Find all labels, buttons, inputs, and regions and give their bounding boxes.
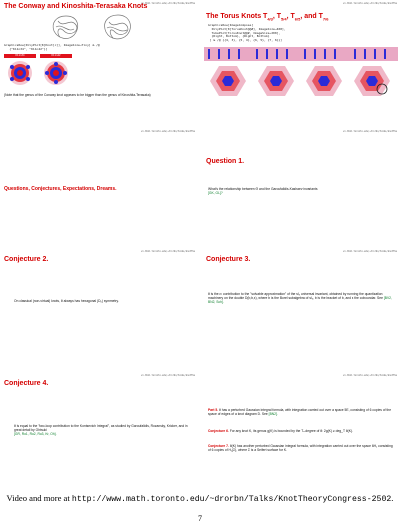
slide-question-1 — [202, 128, 400, 213]
conway-knot-diagram — [48, 13, 84, 41]
output-label-bar — [4, 54, 36, 58]
slide-url: vx.html.toronto.edu/~drorbn/talks/knotThe — [343, 2, 397, 5]
kt-knot-diagram — [100, 13, 136, 41]
slide-torus-knots — [202, 0, 400, 100]
slide-text — [14, 424, 194, 437]
footer-video-link — [0, 493, 400, 504]
title-subscript: 6/5 — [294, 16, 301, 22]
part-label: Conjecture 6. — [208, 429, 229, 433]
slide-note: (Note that the genus of the Conway knot appears to be bigger than the genus of Kinoshita-Terasaka) — [4, 93, 151, 97]
slide-title: Conjecture 2. — [4, 256, 49, 263]
slide-title: Conjecture 4. — [4, 380, 49, 387]
slide-text: On classical (non-virtual) knots, θ always has hexagonal (D₆) symmetry. — [14, 299, 119, 303]
part-body: θ(K) has another perturbed Gaussian integral formula, with integration carried out over the space 6H₁ consisting of 6 copies of H₁(Σ), where Σ is a Seifert surface for K. — [208, 444, 393, 453]
conjecture-text: θ is the ε¹ contribution to the "solvable approximation" of the sl₃ universal invariant, obtained by running the quantization machinery on the double D(b,b,ε), where b is the Borel subalgebra of sl₃, b is the bracket of b, and ε the coboundar. See — [208, 292, 383, 301]
reference-link[interactable]: [BV2, BN2, Sch]. — [208, 296, 392, 305]
slide-conjecture-3 — [202, 248, 400, 340]
part-body: For any knot K, its genus g(K) is bounded by the Tᵥ-degree of θ: 2g(K) ≥ deg_T θ(K). — [229, 429, 353, 433]
slide-conjecture-4 — [0, 372, 198, 467]
slide-parts-5-7 — [202, 372, 400, 467]
conjecture-7-text — [208, 444, 394, 452]
reference-link[interactable]: [BN2]. — [268, 412, 278, 417]
slide-url: vx.html.toronto.edu/~drorbn/talks/knotThe — [343, 130, 397, 133]
footer-suffix: . — [391, 493, 394, 503]
conjecture-text: θ is equal to the "two-loop contribution to the Kontsevich Integral", as studied by Garoufalidis, Rozansky, Kricker, and in great detail by Ohtsuki — [14, 424, 188, 433]
slide-text — [208, 187, 394, 195]
part-body: θ has a perturbed Gaussian integral formula, with integration carried out over a space 5E, consisting of 6 copies of the space of edges of a knot diagram D. See — [208, 408, 392, 417]
slide-url: vx.html.toronto.edu/~drorbn/talks/knotThe — [141, 130, 195, 133]
footer-prefix: Video and more at — [6, 493, 70, 503]
slide-text — [208, 292, 394, 305]
page-number: 7 — [198, 514, 202, 523]
slide-title: Questions, Conjectures, Expectations, Dreams. — [4, 186, 117, 192]
output-label: K11n42 — [51, 54, 61, 57]
conjecture-6-text — [208, 429, 394, 433]
slide-url: vx.html.toronto.edu/~drorbn/talks/knotThe — [343, 250, 397, 253]
title-main: The Torus Knots T — [206, 13, 268, 20]
slide-conjecture-2 — [0, 248, 198, 333]
slide-title: The Torus Knots $T_{4/3}$, $T_{5/4}$, $T_{6/5}$, and $T_{7/6}$ — [206, 13, 329, 22]
part-label: Part 5. — [208, 408, 219, 412]
slide-url: vx.html.toronto.edu/~drorbn/talks/knotThe — [141, 250, 195, 253]
code-line: GraphicsRow[PolyPlot[K[Knot[c]], ImageSize→Tiny] & /@ — [4, 43, 100, 47]
output-label: K11n34 — [15, 54, 25, 57]
code-line: {"K11n34", "K11n42"}] — [4, 47, 48, 51]
footer-url[interactable]: http://www.math.toronto.edu/~drorbn/Talks/KnotTheoryCongress-2502 — [71, 495, 392, 504]
question-text: What's the relationship between Θ and the Garoufalidis-Kashaev invariants — [208, 187, 318, 191]
part-5-text — [208, 408, 394, 416]
title-subscript: 4/3 — [267, 16, 273, 22]
output-label-bar — [40, 54, 72, 58]
slide-title: Conjecture 3. — [206, 256, 251, 263]
slide-conway-kt — [0, 0, 198, 97]
slide-url: vx.html.toronto.edu/~drorbn/talks/knotThe — [343, 374, 397, 377]
slide-title: Question 1. — [206, 158, 245, 165]
slide-url: vx.html.toronto.edu/~drorbn/talks/knotThe — [141, 2, 195, 5]
code-block: GraphicsRow[ImageCompose[ PolyPlot[K[TorusKnot@@#], ImageSize→400], TubePlot[TorusKnot@@#, ImageSize→200], {Right, Bottom}, {Right, Bottom} ] & /@ {{4, 3}, {5, 4}, {6, 5}, {7, 6}}] — [208, 23, 286, 43]
slide-questions — [0, 128, 198, 213]
reference-link[interactable]: [GR, Ro1, Ro2, Ro3, Kr, Oh]. — [14, 432, 57, 437]
polyplot-images — [4, 59, 74, 91]
title-subscript: 5/4 — [281, 16, 287, 22]
part-label: Conjecture 7. — [208, 444, 229, 448]
slide-title: The Conway and Kinoshita-Terasaka Knots — [4, 3, 148, 10]
slide-url: vx.html.toronto.edu/~drorbn/talks/knotThe — [141, 374, 195, 377]
torus-polyplot-row — [204, 47, 398, 97]
title-subscript: 7/6 — [322, 16, 329, 22]
reference-link[interactable]: [GK, GL]? — [208, 191, 223, 196]
